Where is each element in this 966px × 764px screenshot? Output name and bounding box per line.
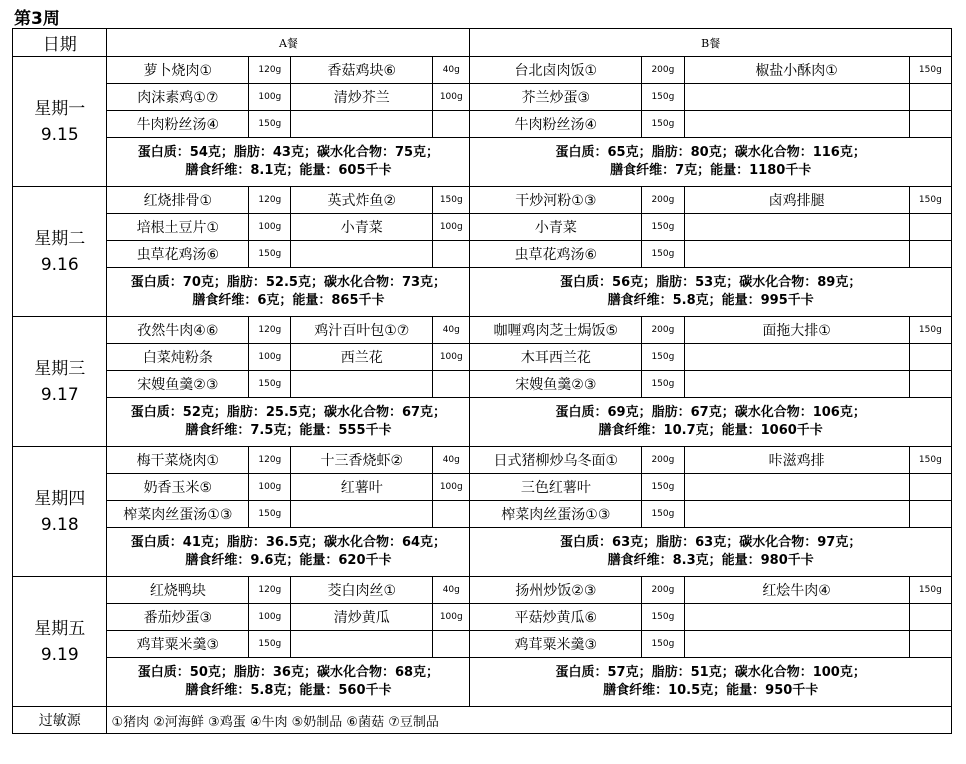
dish-row <box>13 214 952 241</box>
dish-row <box>13 577 952 604</box>
dish-name-cell: 榨菜肉丝蛋汤①③ <box>470 501 642 528</box>
dish-name-cell: 扬州炒饭②③ <box>470 577 642 604</box>
dish-name-cell: 番茄炒蛋③ <box>107 604 249 631</box>
dish-name-cell: 清炒黄瓜 <box>291 604 433 631</box>
dish-name-cell: 奶香玉米⑤ <box>107 474 249 501</box>
dish-name-cell: 虫草花鸡汤⑥ <box>470 241 642 268</box>
nutrition-row <box>13 398 952 447</box>
dish-name-cell: 芥兰炒蛋③ <box>470 84 642 111</box>
portion-cell: 100g <box>249 214 291 241</box>
dish-name-cell: 红烧排骨① <box>107 187 249 214</box>
nutrition-line: 膳食纤维：7克；能量：1180千卡 <box>610 163 812 178</box>
nutrition-line: 蛋白质：50克；脂肪：36克；碳水化合物：68克； <box>137 665 440 680</box>
weekday-label: 星期二 <box>34 228 86 249</box>
dish-name-cell: 英式炸鱼② <box>291 187 433 214</box>
portion-cell: 40g <box>433 447 470 474</box>
dish-name-cell: 十三香烧虾② <box>291 447 433 474</box>
dish-name-cell <box>291 111 433 138</box>
allergen-row <box>13 707 952 734</box>
dish-name-cell <box>684 241 909 268</box>
nutrition-a-cell <box>107 528 470 577</box>
dish-name-cell: 三色红薯叶 <box>470 474 642 501</box>
dish-name-cell: 日式猪柳炒乌冬面① <box>470 447 642 474</box>
portion-cell: 100g <box>249 84 291 111</box>
portion-cell <box>433 111 470 138</box>
dish-name-cell: 木耳西兰花 <box>470 344 642 371</box>
portion-cell: 120g <box>249 187 291 214</box>
portion-cell: 100g <box>433 214 470 241</box>
portion-cell: 40g <box>433 317 470 344</box>
portion-cell: 150g <box>642 241 684 268</box>
nutrition-row <box>13 138 952 187</box>
nutrition-line: 膳食纤维：10.5克；能量：950千卡 <box>603 683 819 698</box>
dish-name-cell: 萝卜烧肉① <box>107 57 249 84</box>
nutrition-row <box>13 268 952 317</box>
portion-cell <box>909 111 951 138</box>
nutrition-line: 蛋白质：56克；脂肪：53克；碳水化合物：89克； <box>560 275 862 290</box>
portion-cell: 200g <box>642 57 684 84</box>
dish-name-cell: 红烧鸭块 <box>107 577 249 604</box>
nutrition-a-cell <box>107 138 470 187</box>
portion-cell <box>433 241 470 268</box>
portion-cell <box>433 371 470 398</box>
dish-row <box>13 474 952 501</box>
portion-cell: 150g <box>249 371 291 398</box>
nutrition-b-cell <box>470 268 952 317</box>
portion-cell <box>909 501 951 528</box>
portion-cell: 150g <box>642 474 684 501</box>
portion-cell: 200g <box>642 447 684 474</box>
dish-name-cell: 台北卤肉饭① <box>470 57 642 84</box>
dish-row <box>13 241 952 268</box>
nutrition-b-cell <box>470 138 952 187</box>
portion-cell: 120g <box>249 57 291 84</box>
portion-cell <box>909 474 951 501</box>
portion-cell: 150g <box>909 577 951 604</box>
nutrition-b-cell <box>470 398 952 447</box>
meal-b-header: B餐 <box>470 29 952 57</box>
dish-name-cell: 培根土豆片① <box>107 214 249 241</box>
dish-name-cell <box>684 84 909 111</box>
day-cell <box>13 577 107 707</box>
portion-cell: 200g <box>642 577 684 604</box>
date-label: 9.18 <box>40 514 79 535</box>
dish-name-cell: 清炒芥兰 <box>291 84 433 111</box>
dish-name-cell <box>291 371 433 398</box>
nutrition-row <box>13 528 952 577</box>
day-cell <box>13 447 107 577</box>
nutrition-line: 膳食纤维：9.6克；能量：620千卡 <box>185 553 392 568</box>
dish-name-cell <box>684 214 909 241</box>
nutrition-line: 膳食纤维：5.8克；能量：995千卡 <box>607 293 814 308</box>
portion-cell: 100g <box>249 344 291 371</box>
portion-cell <box>909 344 951 371</box>
portion-cell: 150g <box>909 317 951 344</box>
dish-row <box>13 344 952 371</box>
nutrition-a-cell <box>107 658 470 707</box>
dish-name-cell: 小青菜 <box>291 214 433 241</box>
dish-name-cell: 牛肉粉丝汤④ <box>470 111 642 138</box>
nutrition-line: 蛋白质：52克；脂肪：25.5克；碳水化合物：67克； <box>130 405 447 420</box>
dish-name-cell <box>684 501 909 528</box>
portion-cell <box>433 631 470 658</box>
portion-cell: 120g <box>249 317 291 344</box>
dish-name-cell: 榨菜肉丝蛋汤①③ <box>107 501 249 528</box>
portion-cell: 200g <box>642 317 684 344</box>
portion-cell: 100g <box>249 474 291 501</box>
nutrition-line: 膳食纤维：5.8克；能量：560千卡 <box>185 683 392 698</box>
portion-cell: 150g <box>909 187 951 214</box>
portion-cell: 150g <box>642 501 684 528</box>
dish-name-cell: 茭白肉丝① <box>291 577 433 604</box>
portion-cell: 150g <box>642 111 684 138</box>
portion-cell: 150g <box>642 631 684 658</box>
dish-name-cell <box>684 474 909 501</box>
portion-cell: 150g <box>249 111 291 138</box>
portion-cell <box>909 631 951 658</box>
day-cell <box>13 57 107 187</box>
portion-cell <box>909 241 951 268</box>
nutrition-line: 蛋白质：57克；脂肪：51克；碳水化合物：100克； <box>555 665 866 680</box>
nutrition-line: 蛋白质：54克；脂肪：43克；碳水化合物：75克； <box>137 145 440 160</box>
meal-a-header: A餐 <box>107 29 470 57</box>
dish-name-cell: 孜然牛肉④⑥ <box>107 317 249 344</box>
dish-name-cell: 白菜炖粉条 <box>107 344 249 371</box>
portion-cell: 150g <box>642 371 684 398</box>
dish-name-cell <box>684 111 909 138</box>
portion-cell <box>909 84 951 111</box>
portion-cell: 100g <box>433 84 470 111</box>
dish-name-cell: 面拖大排① <box>684 317 909 344</box>
header-row <box>13 29 952 57</box>
dish-name-cell: 咖喱鸡肉芝士焗饭⑤ <box>470 317 642 344</box>
date-label: 9.15 <box>40 124 79 145</box>
portion-cell: 150g <box>642 344 684 371</box>
portion-cell: 100g <box>433 604 470 631</box>
dish-name-cell: 干炒河粉①③ <box>470 187 642 214</box>
nutrition-b-cell <box>470 658 952 707</box>
nutrition-a-cell <box>107 268 470 317</box>
nutrition-line: 蛋白质：63克；脂肪：63克；碳水化合物：97克； <box>560 535 862 550</box>
nutrition-b-cell <box>470 528 952 577</box>
portion-cell: 150g <box>249 501 291 528</box>
dish-name-cell: 平菇炒黄瓜⑥ <box>470 604 642 631</box>
portion-cell <box>909 604 951 631</box>
dish-name-cell <box>291 631 433 658</box>
date-header: 日期 <box>13 29 107 57</box>
dish-name-cell: 咔滋鸡排 <box>684 447 909 474</box>
nutrition-row <box>13 658 952 707</box>
portion-cell: 150g <box>433 187 470 214</box>
dish-name-cell: 宋嫂鱼羹②③ <box>107 371 249 398</box>
portion-cell <box>909 371 951 398</box>
dish-name-cell: 宋嫂鱼羹②③ <box>470 371 642 398</box>
weekday-label: 星期四 <box>34 488 86 509</box>
weekday-label: 星期一 <box>34 98 86 119</box>
dish-row <box>13 501 952 528</box>
dish-row <box>13 111 952 138</box>
portion-cell: 150g <box>642 604 684 631</box>
dish-name-cell: 红烩牛肉④ <box>684 577 909 604</box>
dish-name-cell <box>684 604 909 631</box>
day-cell <box>13 187 107 317</box>
dish-name-cell: 鸡汁百叶包①⑦ <box>291 317 433 344</box>
portion-cell <box>433 501 470 528</box>
dish-name-cell: 梅干菜烧肉① <box>107 447 249 474</box>
portion-cell: 150g <box>909 447 951 474</box>
dish-name-cell <box>684 371 909 398</box>
dish-name-cell <box>291 501 433 528</box>
date-label: 9.16 <box>40 254 79 275</box>
nutrition-line: 蛋白质：69克；脂肪：67克；碳水化合物：106克； <box>555 405 866 420</box>
nutrition-line: 蛋白质：70克；脂肪：52.5克；碳水化合物：73克； <box>130 275 447 290</box>
date-label: 9.19 <box>40 644 79 665</box>
dish-name-cell: 鸡茸粟米羹③ <box>107 631 249 658</box>
nutrition-a-cell <box>107 398 470 447</box>
dish-name-cell: 肉沫素鸡①⑦ <box>107 84 249 111</box>
portion-cell: 100g <box>249 604 291 631</box>
weekday-label: 星期三 <box>34 358 86 379</box>
dish-name-cell: 椒盐小酥肉① <box>684 57 909 84</box>
nutrition-line: 蛋白质：65克；脂肪：80克；碳水化合物：116克； <box>555 145 866 160</box>
dish-name-cell: 红薯叶 <box>291 474 433 501</box>
nutrition-line: 膳食纤维：6克；能量：865千卡 <box>192 293 385 308</box>
day-cell <box>13 317 107 447</box>
portion-cell: 150g <box>909 57 951 84</box>
dish-name-cell: 虫草花鸡汤⑥ <box>107 241 249 268</box>
portion-cell <box>909 214 951 241</box>
nutrition-line: 膳食纤维：10.7克；能量：1060千卡 <box>598 423 823 438</box>
portion-cell: 150g <box>642 214 684 241</box>
nutrition-line: 膳食纤维：7.5克；能量：555千卡 <box>185 423 392 438</box>
portion-cell: 150g <box>249 631 291 658</box>
dish-name-cell: 西兰花 <box>291 344 433 371</box>
portion-cell: 40g <box>433 577 470 604</box>
dish-name-cell: 小青菜 <box>470 214 642 241</box>
dish-row <box>13 447 952 474</box>
nutrition-line: 蛋白质：41克；脂肪：36.5克；碳水化合物：64克； <box>130 535 447 550</box>
portion-cell: 40g <box>433 57 470 84</box>
nutrition-line: 膳食纤维：8.1克；能量：605千卡 <box>185 163 392 178</box>
portion-cell: 120g <box>249 447 291 474</box>
portion-cell: 200g <box>642 187 684 214</box>
dish-name-cell: 鸡茸粟米羹③ <box>470 631 642 658</box>
dish-row <box>13 317 952 344</box>
dish-row <box>13 604 952 631</box>
nutrition-line: 膳食纤维：8.3克；能量：980千卡 <box>607 553 814 568</box>
dish-name-cell: 卤鸡排腿 <box>684 187 909 214</box>
portion-cell: 120g <box>249 577 291 604</box>
week-title: 第3周 <box>14 9 60 29</box>
dish-name-cell <box>291 241 433 268</box>
portion-cell: 100g <box>433 474 470 501</box>
dish-name-cell <box>684 344 909 371</box>
dish-row <box>13 631 952 658</box>
dish-name-cell: 香菇鸡块⑥ <box>291 57 433 84</box>
portion-cell: 150g <box>249 241 291 268</box>
date-label: 9.17 <box>40 384 79 405</box>
dish-row <box>13 371 952 398</box>
allergen-legend: ①猪肉 ②河海鲜 ③鸡蛋 ④牛肉 ⑤奶制品 ⑥菌菇 ⑦豆制品 <box>107 707 952 734</box>
dish-row <box>13 187 952 214</box>
dish-name-cell <box>684 631 909 658</box>
dish-row <box>13 84 952 111</box>
dish-name-cell: 牛肉粉丝汤④ <box>107 111 249 138</box>
dish-row <box>13 57 952 84</box>
portion-cell: 100g <box>433 344 470 371</box>
allergen-label: 过敏源 <box>13 707 107 734</box>
weekday-label: 星期五 <box>34 618 86 639</box>
menu-table <box>12 28 952 734</box>
portion-cell: 150g <box>642 84 684 111</box>
